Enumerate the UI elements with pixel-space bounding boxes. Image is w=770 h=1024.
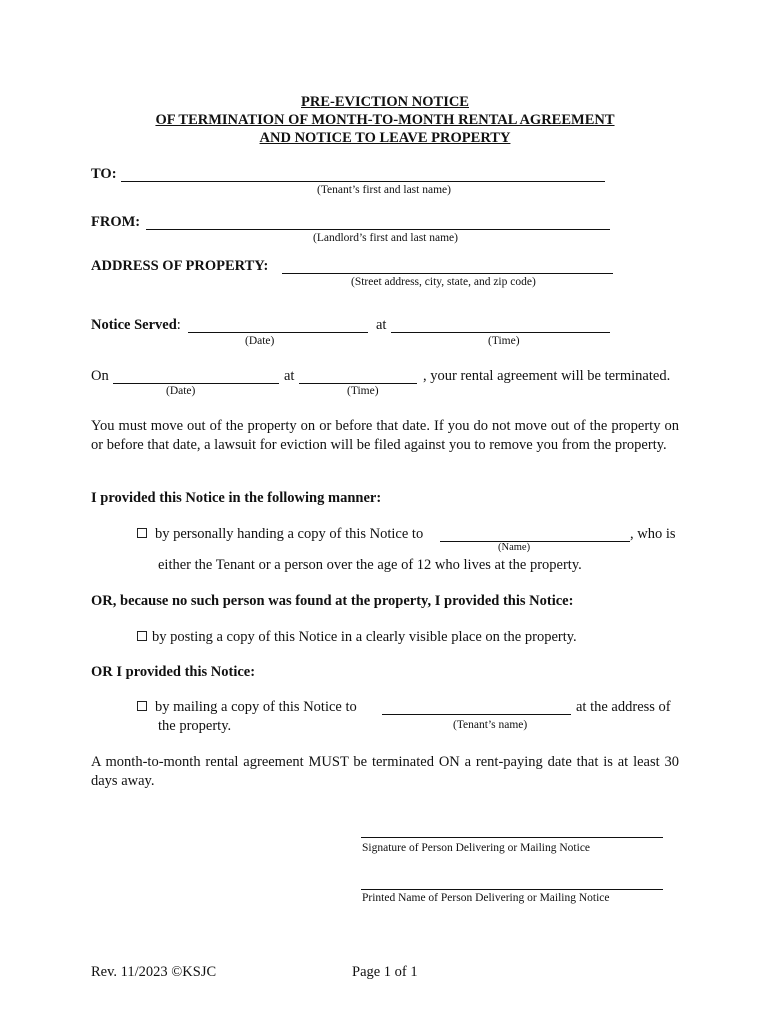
option1-checkbox[interactable] bbox=[137, 528, 147, 538]
served-time-caption: (Time) bbox=[488, 335, 520, 347]
option3-post: at the address of bbox=[576, 699, 671, 715]
option1-name-field[interactable] bbox=[440, 526, 630, 542]
from-caption: (Landlord’s first and last name) bbox=[313, 232, 458, 244]
from-label: FROM: bbox=[91, 214, 141, 230]
option3-caption: (Tenant’s name) bbox=[453, 719, 528, 731]
address-label: ADDRESS OF PROPERTY: bbox=[91, 258, 269, 274]
footer-revision: Rev. 11/2023 ©KSJC bbox=[91, 964, 217, 980]
address-field[interactable] bbox=[282, 258, 613, 274]
option3-checkbox[interactable] bbox=[137, 701, 147, 711]
option3-name-field[interactable] bbox=[382, 699, 571, 715]
option3-row bbox=[137, 699, 357, 716]
option1-post: , who is bbox=[630, 526, 676, 542]
served-label: Notice Served bbox=[91, 317, 177, 333]
served-at: at bbox=[376, 317, 387, 333]
or-heading-1: OR, because no such person was found at the property, I provided this Notice: bbox=[91, 593, 574, 609]
option3-line2: the property. bbox=[158, 718, 232, 734]
signature-caption: Signature of Person Delivering or Mailing Notice bbox=[362, 842, 591, 854]
from-field[interactable] bbox=[146, 214, 610, 230]
termination-on: On bbox=[91, 368, 109, 384]
served-time-field[interactable] bbox=[391, 317, 610, 333]
title-line-2: OF TERMINATION OF MONTH-TO-MONTH RENTAL AGREEMENT bbox=[155, 112, 615, 128]
signature-line[interactable] bbox=[361, 837, 663, 838]
termination-date-field[interactable] bbox=[113, 368, 279, 384]
option1-text: by personally handing a copy of this Notice to bbox=[155, 526, 424, 542]
option3-text: by mailing a copy of this Notice to bbox=[155, 699, 357, 715]
termination-date-caption: (Date) bbox=[166, 385, 196, 397]
address-caption: (Street address, city, state, and zip code) bbox=[351, 276, 536, 288]
printed-name-line[interactable] bbox=[361, 889, 663, 890]
manner-heading: I provided this Notice in the following manner: bbox=[91, 490, 382, 506]
title-line-1: PRE-EVICTION NOTICE bbox=[301, 94, 469, 110]
termination-time-caption: (Time) bbox=[347, 385, 379, 397]
rule-paragraph: A month-to-month rental agreement MUST be terminated ON a rent-paying date that is at least 30 days away. bbox=[91, 754, 679, 789]
or-heading-2: OR I provided this Notice: bbox=[91, 664, 256, 680]
option1-caption: (Name) bbox=[498, 542, 531, 553]
option2-checkbox[interactable] bbox=[137, 631, 147, 641]
option2-row bbox=[137, 629, 577, 646]
served-date-caption: (Date) bbox=[245, 335, 275, 347]
option2-text: by posting a copy of this Notice in a clearly visible place on the property. bbox=[152, 629, 577, 645]
printed-name-caption: Printed Name of Person Delivering or Mailing Notice bbox=[362, 892, 610, 904]
to-caption: (Tenant’s first and last name) bbox=[317, 184, 451, 196]
option1-row bbox=[137, 526, 423, 543]
served-date-field[interactable] bbox=[188, 317, 368, 333]
footer-page-number: Page 1 of 1 bbox=[352, 964, 418, 980]
option1-line2: either the Tenant or a person over the age of 12 who lives at the property. bbox=[158, 557, 582, 573]
termination-time-field[interactable] bbox=[299, 368, 417, 384]
termination-at: at bbox=[284, 368, 295, 384]
title-line-3: AND NOTICE TO LEAVE PROPERTY bbox=[259, 130, 511, 146]
termination-tail: , your rental agreement will be terminated. bbox=[423, 368, 671, 384]
served-label-row bbox=[91, 317, 181, 334]
to-label: TO: bbox=[91, 166, 117, 182]
served-colon: : bbox=[176, 317, 181, 333]
to-field[interactable] bbox=[121, 166, 605, 182]
warning-paragraph: You must move out of the property on or before that date. If you do not move out of the property on or before that date, a lawsuit for eviction will be filed against you to remove you from the property. bbox=[91, 418, 679, 453]
